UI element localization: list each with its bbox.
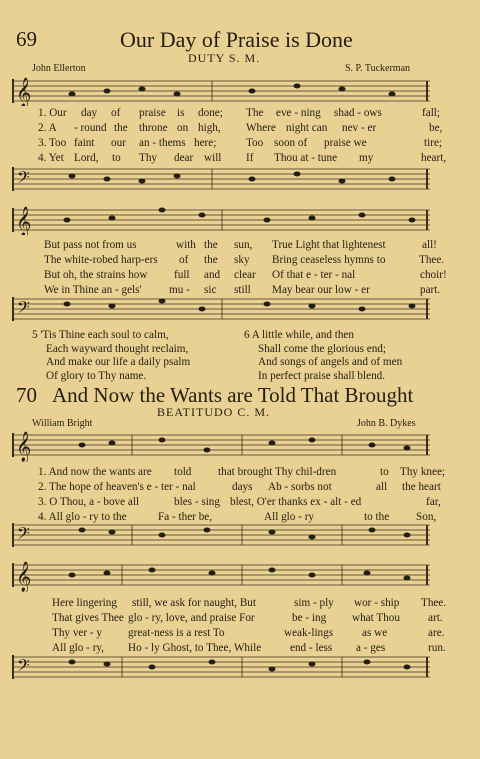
staff-lines (12, 296, 432, 324)
music-staff-bass (12, 654, 432, 682)
svg-text:𝄢: 𝄢 (17, 525, 30, 547)
stanza-6: 6 A little while, and then Shall come the glorious end; And songs of angels and of men In perfect praise shall blend. (244, 329, 403, 382)
hymn-69-title: Our Day of Praise is Done (120, 27, 353, 52)
hymn-70-title: And Now the Wants are Told That Brought (52, 383, 414, 407)
staff-lines (12, 205, 432, 235)
hymn-69-system-2-lyrics (24, 238, 454, 300)
verse-line-2: The white-robed harp-ers of the sky Bring ceaseless hymns to Thee. (44, 254, 445, 266)
staff-lines (12, 430, 432, 462)
hymn-69-author: John Ellerton (32, 63, 86, 74)
verse-line-1: 1. Our day of praise is done; The eve - ning shad - ows fall; (38, 107, 441, 119)
staff-lines (12, 76, 432, 106)
verse-line-1: 1. And now the wants are told that brought Thy chil-dren to Thy knee; (38, 466, 446, 478)
svg-text:𝄞: 𝄞 (16, 432, 32, 461)
verse-line-2: 2. The hope of heaven's e - ter - nal days Ab - sorbs not all the heart (38, 481, 441, 493)
verse-line-4: We in Thine an - gels' mu - sic still May bear our low - er part. (44, 284, 441, 296)
svg-text:𝄞: 𝄞 (16, 562, 32, 591)
svg-text:𝄢: 𝄢 (17, 657, 30, 679)
svg-text:𝄞: 𝄞 (16, 78, 32, 106)
staff-lines (12, 560, 432, 592)
hymn-69-system-1-lyrics (24, 106, 454, 168)
music-staff-treble (12, 76, 432, 106)
hymn-70-composer: John B. Dykes (357, 418, 416, 429)
music-staff-bass (12, 522, 432, 550)
hymn-70-tune: BEATITUDO C. M. (157, 405, 270, 419)
staff-lines (12, 166, 432, 194)
hymn-69-tune: DUTY S. M. (188, 51, 261, 65)
verse-line-2: 2. A - round the throne on high, Where night can nev - er be, (38, 122, 443, 134)
hymn-69-composer: S. P. Tuckerman (345, 63, 411, 74)
verse-line-4: 4. Yet Lord, to Thy dear will If Thou at - tune my heart, (38, 152, 447, 164)
hymn-70-number: 70 (16, 383, 37, 407)
music-staff-treble (12, 205, 432, 235)
svg-text:𝄞: 𝄞 (16, 207, 32, 235)
music-staff-treble (12, 560, 432, 592)
verse-line-4: All glo - ry, Ho - ly Ghost, to Thee, While end - less a - ges run. (52, 642, 446, 654)
verse-line-2: That gives Thee glo - ry, love, and praise For be - ing what Thou art. (52, 612, 443, 624)
hymn-70-author: William Bright (32, 418, 93, 429)
staff-lines (12, 522, 432, 550)
music-staff-bass (12, 296, 432, 324)
verse-line-3: 3. O Thou, a - bove all bles - sing blest, O'er thanks ex - alt - ed far, (38, 496, 441, 508)
verse-line-1: Here lingering still, we ask for naught, But sim - ply wor - ship Thee. (52, 597, 447, 609)
hymn-70-system-1-lyrics (24, 465, 454, 527)
verse-line-3: 3. Too faint our an - thems here; Too soon of praise we tire; (38, 137, 443, 149)
music-staff-bass (12, 166, 432, 194)
staff-lines (12, 654, 432, 682)
verse-line-1: But pass not from us with the sun, True Light that lightenest all! (44, 239, 437, 251)
svg-text:𝄢: 𝄢 (17, 169, 30, 191)
verse-line-4: 4. All glo - ry to the Fa - ther be, All glo - ry to the Son, (38, 511, 437, 523)
svg-text:𝄢: 𝄢 (17, 299, 30, 321)
hymn-69-number: 69 (16, 27, 37, 51)
verse-line-3: But oh, the strains how full and clear Of that e - ter - nal choir! (44, 269, 447, 281)
music-staff-treble (12, 430, 432, 462)
verse-line-3: Thy ver - y great-ness is a rest To weak-lings as we are. (52, 627, 445, 639)
hymn-70-system-2-lyrics (24, 596, 454, 658)
stanza-5: 5 'Tis Thine each soul to calm, Each wayward thought reclaim, And make our life a daily psalm Of glory to Thy name. (32, 329, 191, 382)
